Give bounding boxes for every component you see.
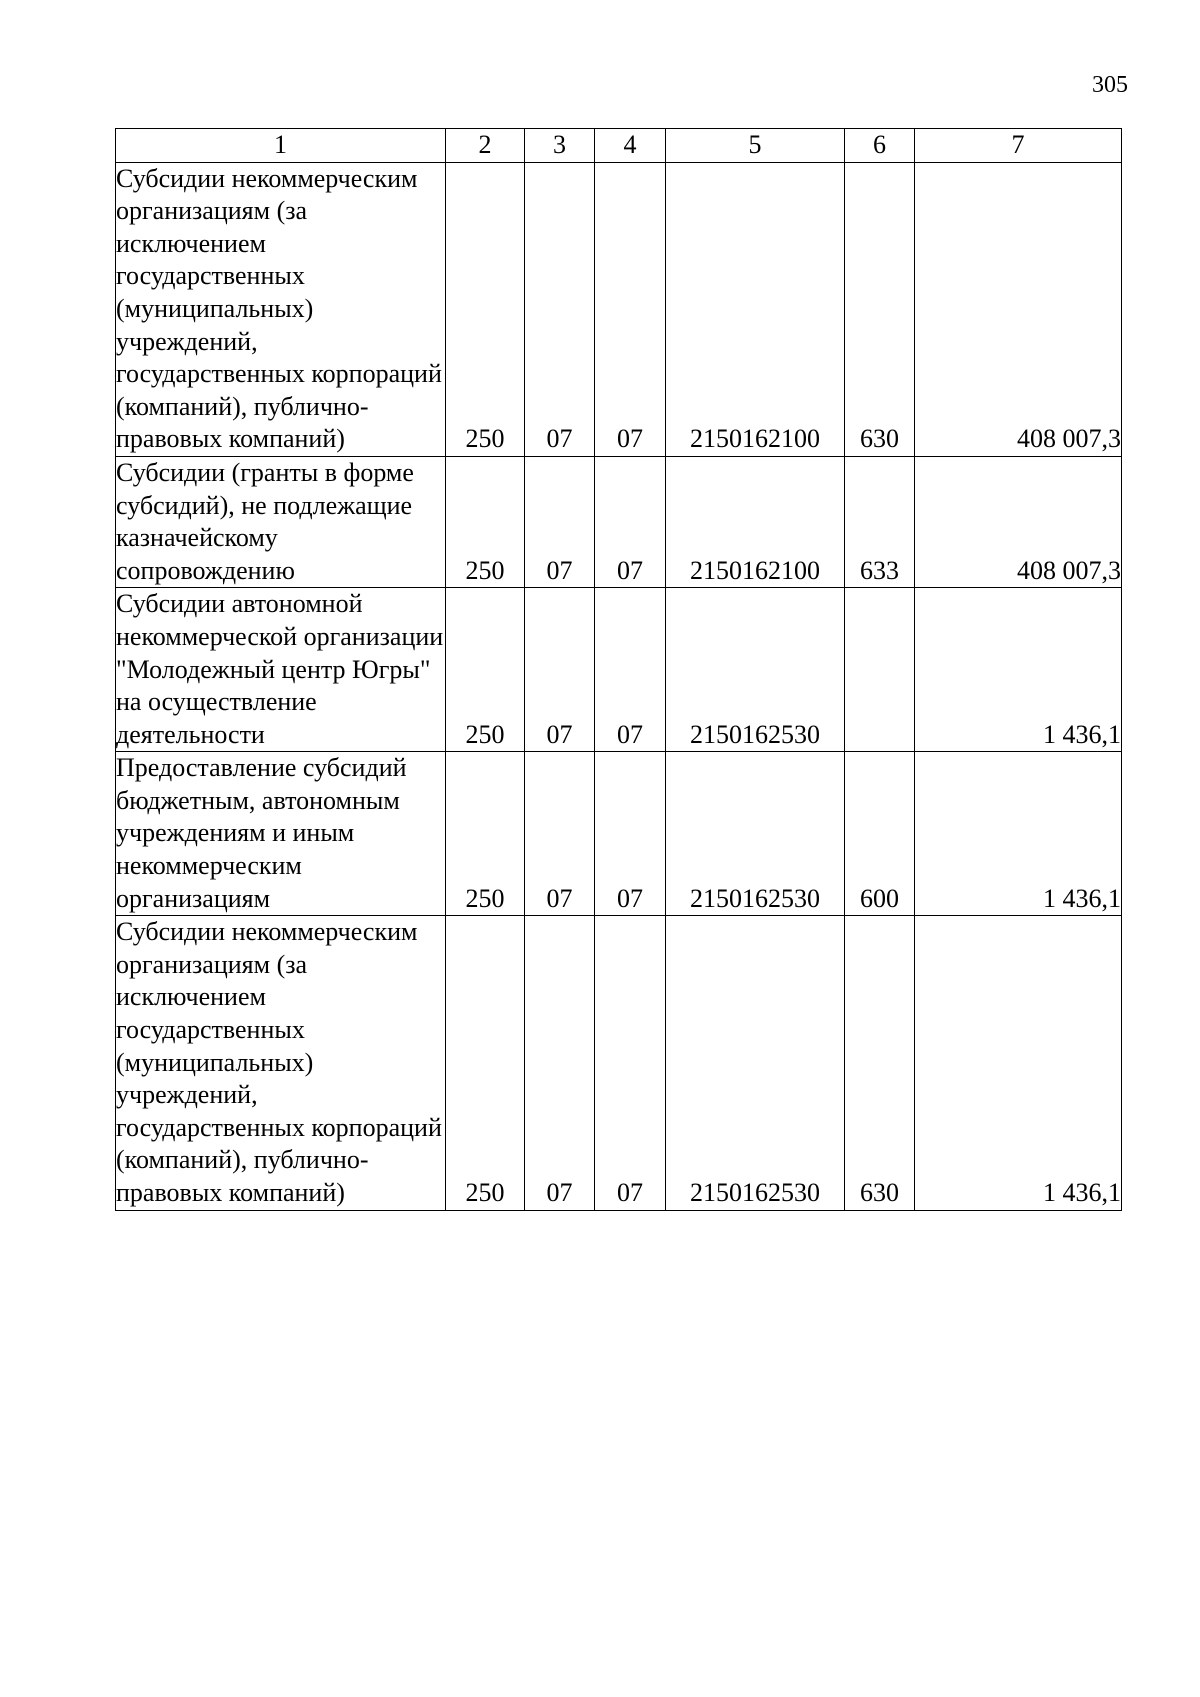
column-header: 3 (525, 129, 595, 163)
budget-table (115, 128, 1122, 1211)
column-header: 5 (666, 129, 845, 163)
cell-code-6: 633 (845, 456, 915, 587)
cell-code-4: 07 (595, 162, 666, 456)
cell-code-3: 07 (525, 588, 595, 752)
cell-code-3: 07 (525, 752, 595, 916)
column-header: 1 (116, 129, 446, 163)
cell-code-5: 2150162530 (666, 588, 845, 752)
table-row (116, 588, 1122, 752)
cell-code-3: 07 (525, 916, 595, 1210)
cell-code-5: 2150162530 (666, 752, 845, 916)
cell-code-2: 250 (446, 588, 525, 752)
table-header-row (116, 129, 1122, 163)
table-row (116, 456, 1122, 587)
row-name: Субсидии автономной некоммерческой организации "Молодежный центр Югры" на осуществление деятельности (116, 588, 446, 752)
cell-amount: 408 007,3 (915, 456, 1122, 587)
cell-code-5: 2150162530 (666, 916, 845, 1210)
cell-code-2: 250 (446, 752, 525, 916)
page-number: 305 (1092, 72, 1128, 98)
cell-amount: 1 436,1 (915, 752, 1122, 916)
cell-code-4: 07 (595, 588, 666, 752)
cell-code-4: 07 (595, 752, 666, 916)
cell-code-5: 2150162100 (666, 162, 845, 456)
cell-code-2: 250 (446, 456, 525, 587)
cell-code-6: 630 (845, 916, 915, 1210)
cell-amount: 1 436,1 (915, 916, 1122, 1210)
cell-amount: 1 436,1 (915, 588, 1122, 752)
cell-code-3: 07 (525, 162, 595, 456)
cell-amount: 408 007,3 (915, 162, 1122, 456)
column-header: 6 (845, 129, 915, 163)
row-name: Субсидии некоммерческим организациям (за исключением государственных (муниципальных) учреждений, государственных корпораций (компаний), публично-правовых компаний) (116, 916, 446, 1210)
cell-code-4: 07 (595, 456, 666, 587)
cell-code-6: 630 (845, 162, 915, 456)
column-header: 7 (915, 129, 1122, 163)
cell-code-2: 250 (446, 916, 525, 1210)
row-name: Субсидии некоммерческим организациям (за исключением государственных (муниципальных) учреждений, государственных корпораций (компаний), публично-правовых компаний) (116, 162, 446, 456)
row-name: Предоставление субсидий бюджетным, автономным учреждениям и иным некоммерческим организациям (116, 752, 446, 916)
cell-code-6: 600 (845, 752, 915, 916)
cell-code-5: 2150162100 (666, 456, 845, 587)
cell-code-4: 07 (595, 916, 666, 1210)
cell-code-3: 07 (525, 456, 595, 587)
row-name: Субсидии (гранты в форме субсидий), не подлежащие казначейскому сопровождению (116, 456, 446, 587)
cell-code-2: 250 (446, 162, 525, 456)
column-header: 2 (446, 129, 525, 163)
cell-code-6 (845, 588, 915, 752)
table-row (116, 162, 1122, 456)
table-row (116, 916, 1122, 1210)
column-header: 4 (595, 129, 666, 163)
table-row (116, 752, 1122, 916)
